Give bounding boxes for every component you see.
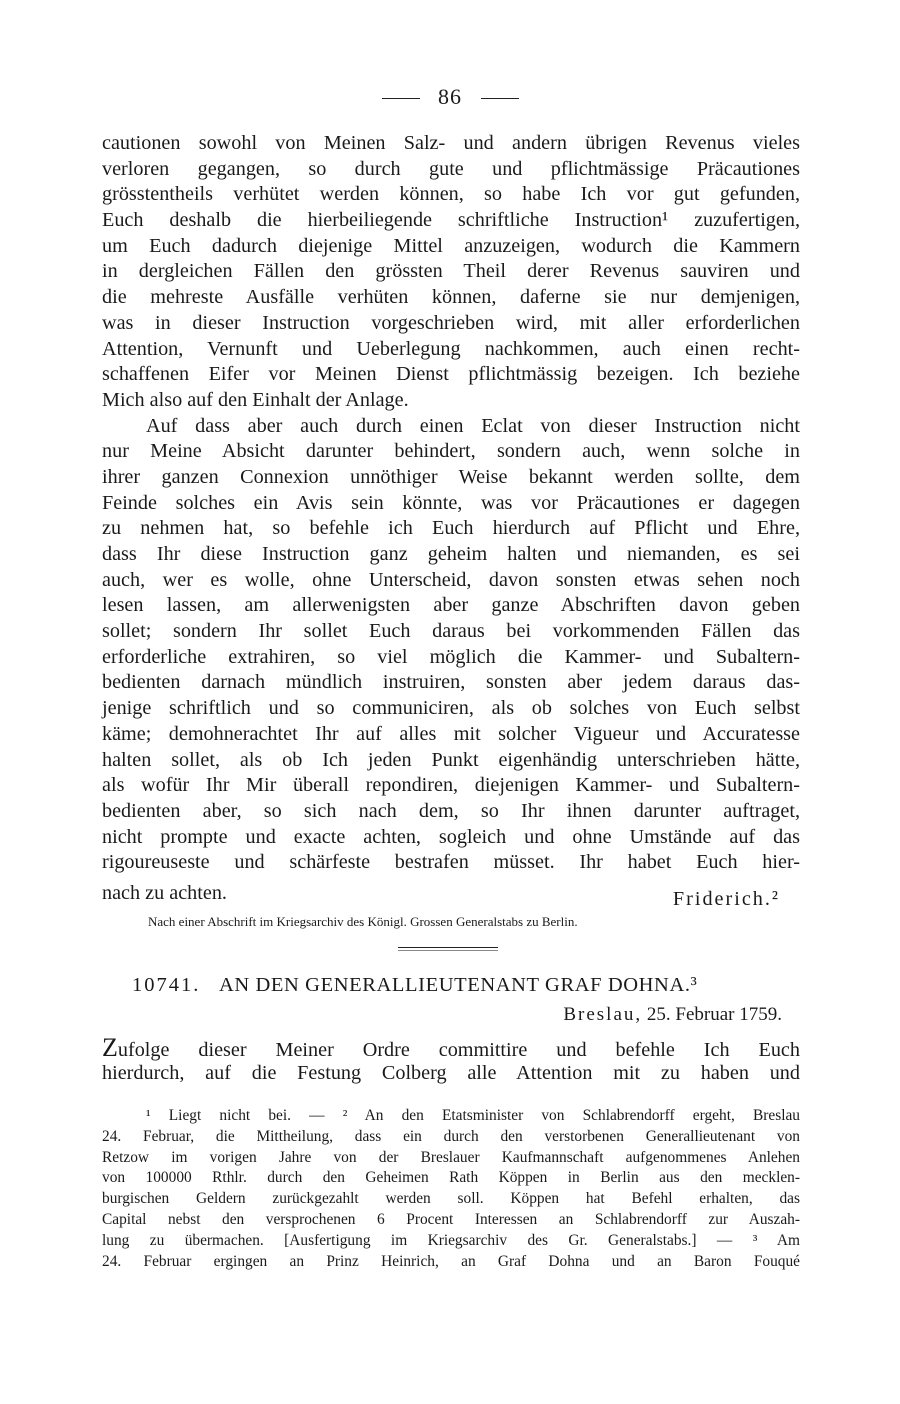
page-header <box>0 84 900 110</box>
body-line: Feinde solches ein Avis sein könnte, was vor Präcautiones er dagegen <box>102 491 800 514</box>
header-dash-left <box>382 98 420 99</box>
closing-text: nach zu achten. <box>102 882 227 904</box>
body-line: was in dieser Instruction vorgeschrieben wird, mit aller erforderlichen <box>102 311 800 334</box>
body-line: die mehreste Ausfälle verhüten können, daferne sie nur demjenigen, <box>102 286 800 309</box>
body-line: ihrer ganzen Connexion unnöthiger Weise bekannt werden sollte, dem <box>102 465 800 488</box>
footnote-line: 24. Februar, die Mittheilung, dass ein durch den verstorbenen Generallieutenant von <box>102 1127 800 1145</box>
body-text <box>102 131 800 876</box>
body-line: Mich also auf den Einhalt der Anlage. <box>102 388 409 411</box>
page-number: 86 <box>438 84 462 109</box>
body-line: grösstentheils verhütet werden können, so habe Ich vor gut gefunden, <box>102 183 800 206</box>
body-line: käme; demohnerachtet Ihr auf alles mit solcher Vigueur und Accuratesse <box>102 722 800 745</box>
letter-number: 10741. <box>132 974 201 996</box>
body-line: bedienten aber, so sich nach dem, so Ihr ihnen darunter auftraget, <box>102 799 800 822</box>
body-line: Euch deshalb die hierbeiliegende schriftliche Instruction¹ zuzufertigen, <box>102 209 800 232</box>
body-line: sollet; sondern Ihr sollet Euch daraus bei vorkommenden Fällen das <box>102 620 800 643</box>
footnote-line: von 100000 Rthlr. durch den Geheimen Rath Köppen in Berlin aus den mecklen- <box>102 1169 800 1187</box>
footnotes <box>102 1106 800 1272</box>
body-line: zu nehmen hat, so befehle ich Euch hierdurch auf Pflicht und Ehre, <box>102 517 800 540</box>
letter-text <box>102 1035 800 1086</box>
body-line: lesen lassen, am allerwenigsten aber ganze Abschriften davon geben <box>102 594 800 617</box>
body-line: bedienten darnach mündlich instruiren, sonsten aber jedem daraus das- <box>102 671 800 694</box>
letter-date: 25. Februar 1759. <box>646 1004 782 1025</box>
source-note: Nach einer Abschrift im Kriegsarchiv des Königl. Grossen Generalstabs zu Berlin. <box>148 914 578 929</box>
footnote-line: 24. Februar ergingen an Prinz Heinrich, an Graf Dohna und an Baron Fouqué <box>102 1252 800 1270</box>
body-line: um Euch dadurch diejenige Mittel anzuzeigen, wodurch die Kammern <box>102 234 800 257</box>
body-line: verloren gegangen, so durch gute und pflichtmässige Präcautiones <box>102 157 800 180</box>
footnote-line: burgischen Geldern zurückgezahlt werden soll. Köppen hat Befehl erhalten, das <box>102 1190 800 1208</box>
header-dash-right <box>481 98 519 99</box>
footnote-line: Capital nebst den versprochenen 6 Procent Interessen an Schlabrendorff zur Auszah- <box>102 1210 800 1228</box>
body-line: Auf dass aber auch durch einen Eclat von dieser Instruction nicht <box>146 414 800 437</box>
body-line: nur Meine Absicht darunter behindert, sondern auch, wenn solche in <box>102 440 800 463</box>
letter-line <box>102 1035 800 1061</box>
letter-heading <box>132 974 792 997</box>
letter-title: AN DEN GENERALLIEUTENANT GRAF DOHNA.³ <box>218 974 698 996</box>
place-date <box>563 1004 782 1026</box>
body-line: cautionen sowohl von Meinen Salz- und andern übrigen Revenus vieles <box>102 132 800 154</box>
body-line: jenige schriftlich und so communiciren, als ob solches von Euch selbst <box>102 697 800 720</box>
letter-line: hierdurch, auf die Festung Colberg alle Attention mit zu haben und <box>102 1061 800 1084</box>
body-line: erforderliche extrahiren, so viel möglich die Kammer- und Subaltern- <box>102 645 800 668</box>
section-divider <box>398 947 498 948</box>
signature: Friderich.² <box>672 888 780 910</box>
letter-place: Breslau, <box>563 1004 643 1025</box>
body-line: als wofür Ihr Mir überall repondiren, diejenigen Kammer- und Subaltern- <box>102 774 800 797</box>
body-line: schaffenen Eifer vor Meinen Dienst pflichtmässig bezeigen. Ich beziehe <box>102 363 800 386</box>
body-line: auch, wer es wolle, ohne Unterscheid, davon sonsten etwas sehen noch <box>102 568 800 591</box>
body-line: rigoureuseste und schärfeste bestrafen müsset. Ihr habet Euch hier- <box>102 851 800 874</box>
body-line: in dergleichen Fällen den grössten Theil derer Revenus sauviren und <box>102 260 800 283</box>
letter-line-1-text: ufolge dieser Meiner Ordre committire und befehle Ich Euch <box>117 1039 800 1061</box>
footnote-line: lung zu übermachen. [Ausfertigung im Kriegsarchiv des Gr. Generalstabs.] — ³ Am <box>102 1231 800 1249</box>
section-divider-secondary <box>398 950 498 951</box>
body-line: Attention, Vernunft und Ueberlegung nachkommen, auch einen recht- <box>102 337 800 360</box>
body-line: nicht prompte und exacte achten, sogleich und ohne Umstände auf das <box>102 825 800 848</box>
footnote-line: Retzow im vorigen Jahre von der Breslauer Kaufmannschaft aufgenommenes Anlehen <box>102 1148 800 1166</box>
footnote-line: ¹ Liegt nicht bei. — ² An den Etatsminister von Schlabrendorff ergeht, Breslau <box>146 1107 800 1124</box>
closing-line <box>102 882 800 908</box>
letter-initial: Z <box>102 1033 118 1062</box>
body-line: dass Ihr diese Instruction ganz geheim halten und niemanden, es sei <box>102 543 800 565</box>
body-line: halten sollet, als ob Ich jeden Punkt eigenhändig unterschrieben hätte, <box>102 748 800 771</box>
